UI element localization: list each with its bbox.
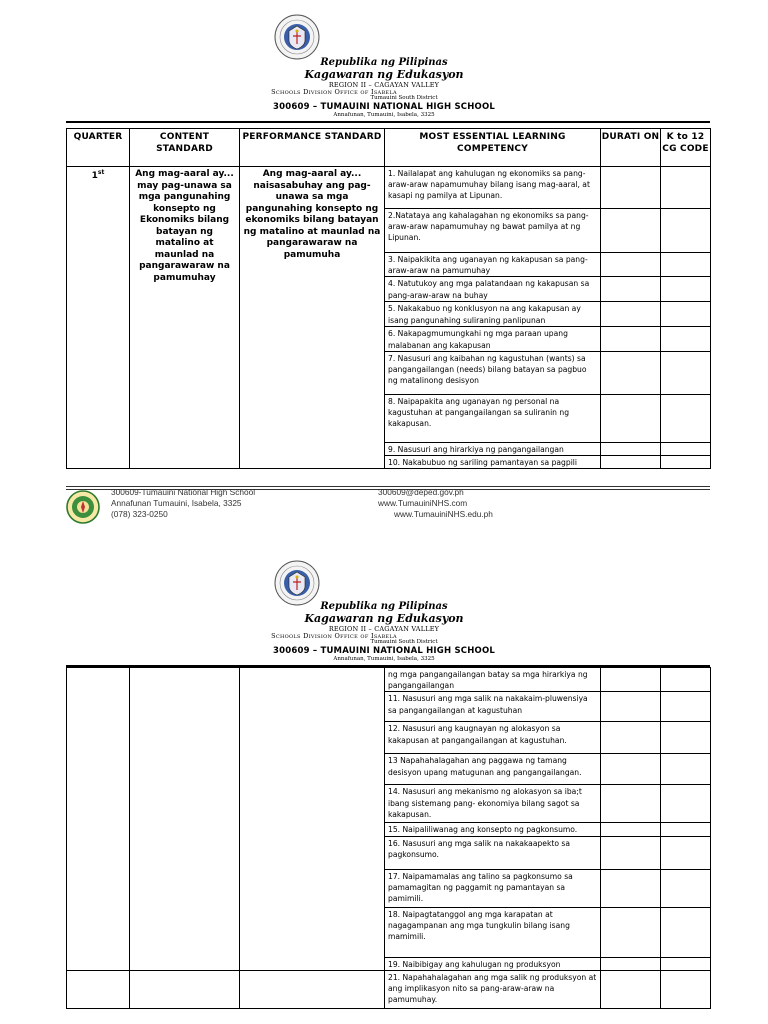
quarter-cell (67, 668, 130, 971)
competency-item: 5. Nakakabuo ng konklusyon na ang kakapusan ay isang pangunahing suliraning panlipunan (385, 302, 601, 327)
competency-item: 4. Natutukoy ang mga palatandaan ng kakapusan sa pang-araw-araw na buhay (385, 277, 601, 302)
competency-item: 15. Naipaliliwanag ang konsepto ng pagkonsumo. (385, 823, 601, 836)
content-standard-cell: Ang mag-aaral ay... may pag-unawa sa mga pangunahing konsepto ng Ekonomiks bilang batayan ng matalino at maunlad na pangarawaraw na pamumuhay (130, 167, 240, 469)
header-code: K to 12 CG CODE (661, 129, 711, 167)
division-line: Schools Division Office of Isabela (271, 632, 397, 640)
footer-school: 300609-Tumauini National High School (111, 487, 256, 497)
competency-item: 21. Napahahalagahan ang mga salik ng produksyon at ang implikasyon nito sa pang-araw-araw na pamumuhay. (385, 970, 601, 1008)
competency-item: 9. Nasusuri ang hirarkiya ng pangangailangan (385, 442, 601, 455)
competency-item: 1. Nailalapat ang kahulugan ng ekonomiks sa pang-araw-araw napamumuhay bilang isang mag-aaral, at kasapi ng pamilya at Lipunan. (385, 167, 601, 209)
competency-item: 3. Naipakikita ang uganayan ng kakapusan sa pang-araw-araw na pamumuhay (385, 253, 601, 277)
republic-line: Republika ng Pilipinas (320, 57, 448, 68)
header-duration: DURATI ON (601, 129, 661, 167)
district-line: Tumauini South District (370, 639, 438, 645)
competency-item: 12. Nasusuri ang kaugnayan ng alokasyon sa kakapusan at pangangailangan at kagustuhan. (385, 722, 601, 754)
competency-item: 8. Naipapakita ang uganayan ng personal na kagustuhan at pangangailangan sa suliranin ng kakapusan. (385, 394, 601, 442)
footer-phone: (078) 323-0250 (111, 509, 168, 519)
address-line: Annafunan, Tumauini, Isabela, 3325 (333, 112, 435, 118)
region-line: REGION II – CAGAYAN VALLEY (328, 81, 440, 89)
competency-item: 6. Nakapagmumungkahi ng mga paraan upang malabanan ang kakapusan (385, 327, 601, 351)
curriculum-table-page2 (66, 667, 711, 1009)
district-line: Tumauini South District (370, 95, 438, 101)
division-line: Schools Division Office of Isabela (271, 88, 397, 96)
school-line: 300609 – TUMAUINI NATIONAL HIGH SCHOOL (273, 102, 495, 112)
header-performance-standard: PERFORMANCE STANDARD (240, 129, 385, 167)
competency-item: 2.Natataya ang kahalagahan ng ekonomiks sa pang-araw-araw napamumuhay ng bawat pamilya at ng Lipunan. (385, 209, 601, 253)
footer-email[interactable]: 300609@deped.gov.ph (378, 487, 464, 497)
header-content-standard: CONTENT STANDARD (130, 129, 240, 167)
school-logo-icon (66, 490, 100, 524)
header-quarter: QUARTER (67, 129, 130, 167)
competency-item: 11. Nasusuri ang mga salik na nakakaim-pluwensiya sa pangangailangan at kagustuhan (385, 692, 601, 722)
footer-website-com[interactable]: www.TumauiniNHS.com (378, 498, 468, 508)
competency-item: 18. Naipagtatanggol ang mga karapatan at nagagampanan ang mga tungkulin bilang isang mamimili. (385, 907, 601, 957)
competency-item: 16. Nasusuri ang mga salik na nakakaapekto sa pagkonsumo. (385, 836, 601, 869)
performance-standard-cell: Ang mag-aaral ay... naisasabuhay ang pag-unawa sa mga pangunahing konsepto ng ekonomiks bilang batayan ng matalino at maunlad na pangarawaraw na pamumuha (240, 167, 385, 469)
performance-standard-cell (240, 668, 385, 971)
deped-seal-icon (274, 560, 320, 606)
competency-item: 13 Napahahalagahan ang paggawa ng tamang desisyon upang matugunan ang pangangailangan. (385, 754, 601, 785)
competency-item: 10. Nakabubuo ng sariling pamantayan sa pagpili (385, 456, 601, 469)
competency-item: ng mga pangangailangan batay sa mga hirarkiya ng pangangailangan (385, 668, 601, 692)
footer-address: Annafunan Tumauini, Isabela, 3325 (111, 498, 242, 508)
curriculum-table-page1 (66, 128, 711, 469)
school-line: 300609 – TUMAUINI NATIONAL HIGH SCHOOL (273, 646, 495, 656)
quarter-cell: 1st (67, 167, 130, 469)
competency-item: 7. Nasusuri ang kaibahan ng kagustuhan (wants) sa pangangailangan (needs) bilang batayan sa pagbuo ng matalinong desisyon (385, 351, 601, 394)
deped-seal-icon (274, 14, 320, 60)
header-melc: MOST ESSENTIAL LEARNING COMPETENCY (385, 129, 601, 167)
competency-item: 14. Nasusuri ang mekanismo ng alokasyon sa iba;t ibang sistemang pang- ekonomiya bilang sagot sa kakapusan. (385, 785, 601, 823)
department-line: Kagawaran ng Edukasyon (304, 68, 464, 81)
region-line: REGION II – CAGAYAN VALLEY (328, 625, 440, 633)
footer-website-edu[interactable]: www.TumauiniNHS.edu.ph (394, 509, 493, 519)
content-standard-cell (130, 668, 240, 971)
competency-item: 17. Naipamamalas ang talino sa pagkonsumo sa pamamagitan ng paggamit ng pamantayan sa pamimili. (385, 869, 601, 907)
department-line: Kagawaran ng Edukasyon (304, 612, 464, 625)
header-rule (66, 121, 710, 123)
address-line: Annafunan, Tumauini, Isabela, 3325 (333, 656, 435, 662)
competency-item: 19. Naibibigay ang kahulugan ng produksyon (385, 957, 601, 970)
republic-line: Republika ng Pilipinas (320, 601, 448, 612)
